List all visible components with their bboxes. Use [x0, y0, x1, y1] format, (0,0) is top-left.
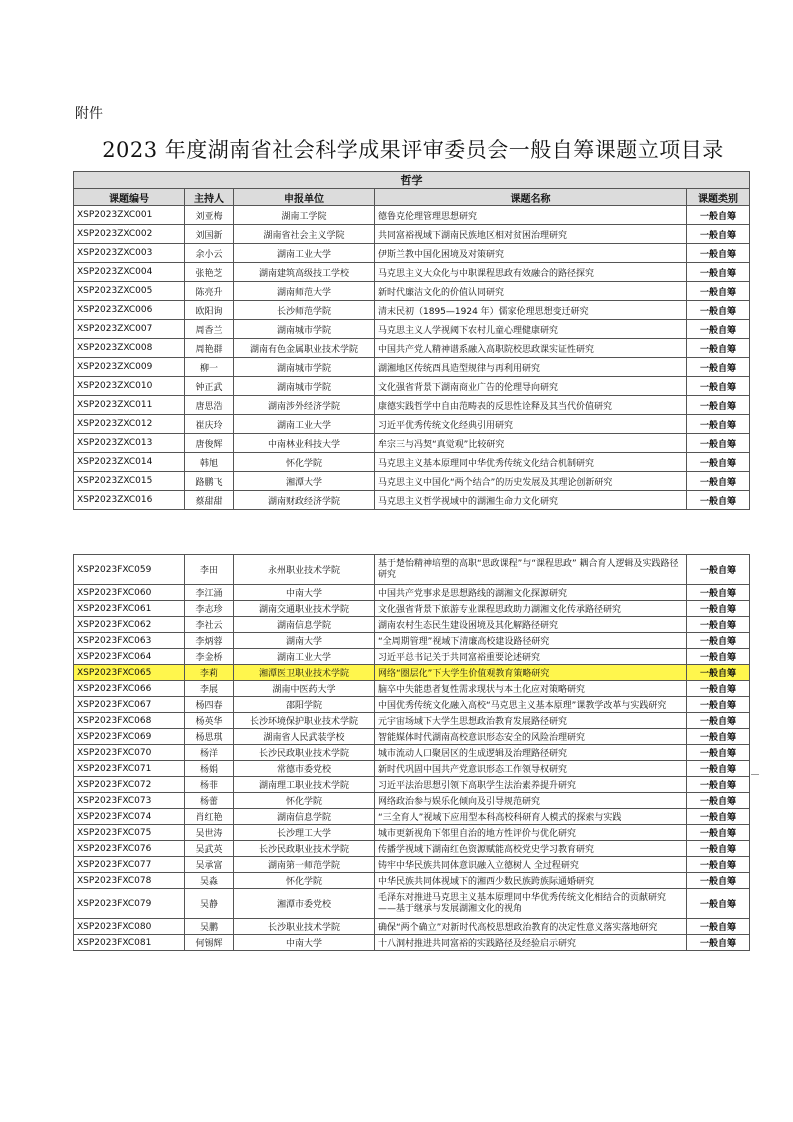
cell-project-name: 马克思主义大众化与中职课程思政有效融合的路径探究 — [375, 263, 687, 282]
table-row — [74, 244, 750, 263]
table-row — [74, 919, 750, 935]
cell-category: 一般自筹 — [687, 491, 750, 510]
cell-unit: 湖南大学 — [234, 633, 375, 649]
cell-project-name: 中国共产党事求是思想路线的湖湘文化探源研究 — [375, 585, 687, 601]
cell-category: 一般自筹 — [687, 225, 750, 244]
document-title: 2023 年度湖南省社会科学成果评审委员会一般自筹课题立项目录 — [102, 138, 724, 162]
cell-host: 吴鹏 — [185, 919, 234, 935]
table-row — [74, 320, 750, 339]
cell-project-name: 文化强省背景下旅游专业课程思政助力湖湘文化传承路径研究 — [375, 601, 687, 617]
cell-host: 李展 — [185, 681, 234, 697]
table-row — [74, 873, 750, 889]
cell-project-name: “全周期管理”视域下清廉高校建设路径研究 — [375, 633, 687, 649]
table-row — [74, 617, 750, 633]
cell-category: 一般自筹 — [687, 649, 750, 665]
cell-project-id: XSP2023ZXC009 — [74, 358, 185, 377]
table-row — [74, 761, 750, 777]
cell-project-id: XSP2023FXC069 — [74, 729, 185, 745]
cell-unit: 湖南城市学院 — [234, 377, 375, 396]
cell-category: 一般自筹 — [687, 745, 750, 761]
cell-host: 张艳芝 — [185, 263, 234, 282]
table-row — [74, 396, 750, 415]
cell-unit: 湖南财政经济学院 — [234, 491, 375, 510]
cell-project-name: 网络政治参与娱乐化倾向及引导规范研究 — [375, 793, 687, 809]
cell-unit: 中南大学 — [234, 935, 375, 951]
cell-host: 柳一 — [185, 358, 234, 377]
cell-project-name: 毛泽东对推进马克思主义基本原理同中华优秀传统文化相结合的贡献研究——基于继承与发展湖湘文化的视角 — [375, 889, 687, 919]
cell-unit: 湖南中医药大学 — [234, 681, 375, 697]
cell-category: 一般自筹 — [687, 617, 750, 633]
cell-unit: 湖南工学院 — [234, 206, 375, 225]
cell-project-name: 城市流动人口聚居区的生成逻辑及治理路径研究 — [375, 745, 687, 761]
cell-host: 李金桥 — [185, 649, 234, 665]
cell-category: 一般自筹 — [687, 713, 750, 729]
cell-category: 一般自筹 — [687, 244, 750, 263]
table-row — [74, 713, 750, 729]
table-row — [74, 377, 750, 396]
cell-project-name: 十八洞村推进共同富裕的实践路径及经验启示研究 — [375, 935, 687, 951]
cell-host: 杨四春 — [185, 697, 234, 713]
cell-project-id: XSP2023FXC064 — [74, 649, 185, 665]
cell-project-name: 德鲁克伦理管理思想研究 — [375, 206, 687, 225]
table-row — [74, 263, 750, 282]
cell-project-name: 马克思主义人学视阈下农村儿童心理健康研究 — [375, 320, 687, 339]
cell-category: 一般自筹 — [687, 857, 750, 873]
table-row — [74, 301, 750, 320]
cell-category: 一般自筹 — [687, 453, 750, 472]
table-row — [74, 434, 750, 453]
table-row — [74, 745, 750, 761]
cell-project-name: 康德实践哲学中自由范畴表的反思性诠释及其当代价值研究 — [375, 396, 687, 415]
cell-unit: 湖南交通职业技术学院 — [234, 601, 375, 617]
cell-category: 一般自筹 — [687, 825, 750, 841]
cell-host: 余小云 — [185, 244, 234, 263]
cell-unit: 长沙职业技术学院 — [234, 919, 375, 935]
cell-host: 何锡辉 — [185, 935, 234, 951]
cell-project-id: XSP2023ZXC003 — [74, 244, 185, 263]
cell-host: 吴静 — [185, 889, 234, 919]
table-row — [74, 793, 750, 809]
table-row — [74, 665, 750, 681]
cell-category: 一般自筹 — [687, 935, 750, 951]
cell-category: 一般自筹 — [687, 472, 750, 491]
cell-category: 一般自筹 — [687, 873, 750, 889]
table-row — [74, 649, 750, 665]
cell-project-name: 湖南农村生态民生建设困境及其化解路径研究 — [375, 617, 687, 633]
cell-project-id: XSP2023FXC081 — [74, 935, 185, 951]
cell-project-id: XSP2023FXC080 — [74, 919, 185, 935]
cell-unit: 湖南城市学院 — [234, 358, 375, 377]
cell-unit: 湖南建筑高级技工学校 — [234, 263, 375, 282]
cell-unit: 怀化学院 — [234, 793, 375, 809]
cell-host: 李莉 — [185, 665, 234, 681]
table-row — [74, 585, 750, 601]
table-row — [74, 225, 750, 244]
cell-category: 一般自筹 — [687, 434, 750, 453]
cell-project-id: XSP2023FXC070 — [74, 745, 185, 761]
cell-project-id: XSP2023ZXC008 — [74, 339, 185, 358]
cell-project-id: XSP2023FXC068 — [74, 713, 185, 729]
cell-unit: 长沙民政职业技术学院 — [234, 841, 375, 857]
cell-project-name: 新时代巩固中国共产党意识形态工作领导权研究 — [375, 761, 687, 777]
cell-category: 一般自筹 — [687, 777, 750, 793]
cell-category: 一般自筹 — [687, 601, 750, 617]
cell-host: 刘亚梅 — [185, 206, 234, 225]
cell-host: 杨菲 — [185, 777, 234, 793]
cell-host: 吴淼 — [185, 873, 234, 889]
header-category: 课题类别 — [687, 189, 750, 206]
cell-unit: 湖南城市学院 — [234, 320, 375, 339]
cell-host: 吴武英 — [185, 841, 234, 857]
cell-project-id: XSP2023FXC073 — [74, 793, 185, 809]
cell-unit: 中南林业科技大学 — [234, 434, 375, 453]
cell-category: 一般自筹 — [687, 301, 750, 320]
cell-project-name: 习近平法治思想引领下高职学生法治素养提升研究 — [375, 777, 687, 793]
cell-project-name: 马克思主义基本原理同中华优秀传统文化结合机制研究 — [375, 453, 687, 472]
table-row — [74, 857, 750, 873]
table-row — [74, 555, 750, 585]
cell-project-name: 脑卒中失能患者复性需求现状与本土化应对策略研究 — [375, 681, 687, 697]
cell-category: 一般自筹 — [687, 263, 750, 282]
header-project-id: 课题编号 — [74, 189, 185, 206]
table-row — [74, 729, 750, 745]
cell-host: 韩旭 — [185, 453, 234, 472]
table-row — [74, 809, 750, 825]
cell-host: 唐思浩 — [185, 396, 234, 415]
table-row — [74, 415, 750, 434]
cell-unit: 湖南涉外经济学院 — [234, 396, 375, 415]
table-row — [74, 206, 750, 225]
cell-project-id: XSP2023ZXC004 — [74, 263, 185, 282]
cell-project-id: XSP2023FXC063 — [74, 633, 185, 649]
cell-host: 杨洋 — [185, 745, 234, 761]
table-row — [74, 472, 750, 491]
cell-category: 一般自筹 — [687, 282, 750, 301]
cell-host: 李江涌 — [185, 585, 234, 601]
cell-project-name: 清末民初（1895—1924 年）儒家伦理思想变迁研究 — [375, 301, 687, 320]
table-row — [74, 339, 750, 358]
continued-projects-table — [73, 554, 750, 951]
table-row — [74, 282, 750, 301]
cell-project-id: XSP2023ZXC006 — [74, 301, 185, 320]
cell-unit: 常德市委党校 — [234, 761, 375, 777]
cell-category: 一般自筹 — [687, 585, 750, 601]
cell-project-name: 习近平优秀传统文化经典引用研究 — [375, 415, 687, 434]
cell-project-id: XSP2023FXC076 — [74, 841, 185, 857]
cell-host: 杨思琪 — [185, 729, 234, 745]
cell-host: 吴世涛 — [185, 825, 234, 841]
cell-host: 肖红艳 — [185, 809, 234, 825]
cell-project-id: XSP2023FXC061 — [74, 601, 185, 617]
cell-project-name: 基于楚怡精神培塑的高职“思政课程”与“课程思政” 耦合育人逻辑及实践路径研究 — [375, 555, 687, 585]
cell-project-name: 马克思主义哲学视域中的湖湘生命力文化研究 — [375, 491, 687, 510]
cell-unit: 长沙理工大学 — [234, 825, 375, 841]
cell-unit: 湖南第一师范学院 — [234, 857, 375, 873]
cell-project-id: XSP2023FXC077 — [74, 857, 185, 873]
cell-unit: 长沙师范学院 — [234, 301, 375, 320]
attachment-label: 附件 — [75, 106, 103, 122]
cell-category: 一般自筹 — [687, 555, 750, 585]
cell-project-name: 智能媒体时代湖南高校意识形态安全的风险治理研究 — [375, 729, 687, 745]
cell-host: 李田 — [185, 555, 234, 585]
cell-category: 一般自筹 — [687, 681, 750, 697]
cell-project-id: XSP2023ZXC001 — [74, 206, 185, 225]
cell-project-id: XSP2023FXC071 — [74, 761, 185, 777]
header-project-name: 课题名称 — [375, 189, 687, 206]
cell-host: 李志珍 — [185, 601, 234, 617]
cell-project-id: XSP2023FXC059 — [74, 555, 185, 585]
cell-host: 周艳群 — [185, 339, 234, 358]
cell-category: 一般自筹 — [687, 793, 750, 809]
cell-host: 杨蕾 — [185, 793, 234, 809]
cell-category: 一般自筹 — [687, 396, 750, 415]
cell-project-name: 城市更新视角下邻里自治的地方性评价与优化研究 — [375, 825, 687, 841]
cell-project-id: XSP2023ZXC014 — [74, 453, 185, 472]
cell-unit: 永州职业技术学院 — [234, 555, 375, 585]
cell-project-id: XSP2023FXC060 — [74, 585, 185, 601]
table-header-row — [74, 189, 750, 206]
cell-category: 一般自筹 — [687, 377, 750, 396]
cell-project-name: 湖湘地区传统酉具造型规律与再利用研究 — [375, 358, 687, 377]
table-row — [74, 358, 750, 377]
table-row — [74, 889, 750, 919]
cell-project-name: 传播学视域下湖南红色资源赋能高校党史学习教育研究 — [375, 841, 687, 857]
cell-host: 吴承富 — [185, 857, 234, 873]
cell-category: 一般自筹 — [687, 320, 750, 339]
cell-unit: 湘潭大学 — [234, 472, 375, 491]
table-row — [74, 935, 750, 951]
cell-unit: 湖南工业大学 — [234, 415, 375, 434]
section-title: 哲学 — [74, 172, 750, 189]
cell-project-name: 网络“圈层化”下大学生价值观教育策略研究 — [375, 665, 687, 681]
table-row — [74, 633, 750, 649]
cell-unit: 湖南工业大学 — [234, 244, 375, 263]
cell-category: 一般自筹 — [687, 665, 750, 681]
cell-project-id: XSP2023ZXC012 — [74, 415, 185, 434]
cell-unit: 湖南有色金属职业技术学院 — [234, 339, 375, 358]
cell-project-id: XSP2023FXC066 — [74, 681, 185, 697]
cell-host: 唐俊辉 — [185, 434, 234, 453]
cell-project-id: XSP2023FXC074 — [74, 809, 185, 825]
cell-project-id: XSP2023ZXC013 — [74, 434, 185, 453]
cell-unit: 长沙民政职业技术学院 — [234, 745, 375, 761]
cell-project-id: XSP2023ZXC002 — [74, 225, 185, 244]
cell-project-name: 新时代廉洁文化的价值认同研究 — [375, 282, 687, 301]
cell-category: 一般自筹 — [687, 339, 750, 358]
cell-unit: 湖南省人民武装学校 — [234, 729, 375, 745]
cell-project-name: 伊斯兰教中国化困境及对策研究 — [375, 244, 687, 263]
cell-category: 一般自筹 — [687, 358, 750, 377]
cell-unit: 湘潭医卫职业技术学院 — [234, 665, 375, 681]
cell-project-id: XSP2023ZXC010 — [74, 377, 185, 396]
cell-unit: 湖南师范大学 — [234, 282, 375, 301]
table-row — [74, 841, 750, 857]
table-row — [74, 453, 750, 472]
cell-project-id: XSP2023FXC065 — [74, 665, 185, 681]
cell-unit: 长沙环境保护职业技术学院 — [234, 713, 375, 729]
cell-project-name: 文化强省背景下湖南商业广告的伦理导向研究 — [375, 377, 687, 396]
cell-unit: 湘潭市委党校 — [234, 889, 375, 919]
cell-host: 刘国新 — [185, 225, 234, 244]
cell-project-id: XSP2023FXC067 — [74, 697, 185, 713]
cell-project-name: 铸牢中华民族共同体意识融入立德树人 全过程研究 — [375, 857, 687, 873]
header-host: 主持人 — [185, 189, 234, 206]
cell-category: 一般自筹 — [687, 729, 750, 745]
cell-unit: 邵阳学院 — [234, 697, 375, 713]
cell-unit: 湖南信息学院 — [234, 617, 375, 633]
table-row — [74, 777, 750, 793]
table-row — [74, 697, 750, 713]
table-row — [74, 825, 750, 841]
cell-category: 一般自筹 — [687, 889, 750, 919]
cell-host: 杨娟 — [185, 761, 234, 777]
cell-category: 一般自筹 — [687, 841, 750, 857]
cell-project-id: XSP2023ZXC005 — [74, 282, 185, 301]
cell-project-id: XSP2023ZXC011 — [74, 396, 185, 415]
cell-project-id: XSP2023FXC062 — [74, 617, 185, 633]
cell-category: 一般自筹 — [687, 761, 750, 777]
cell-host: 蔡甜甜 — [185, 491, 234, 510]
cell-project-name: 元宇宙场域下大学生思想政治教育发展路径研究 — [375, 713, 687, 729]
cell-host: 路鹏飞 — [185, 472, 234, 491]
cell-project-name: 中国共产党人精神谱系融入高职院校思政课实证性研究 — [375, 339, 687, 358]
cell-project-name: 马克思主义中国化“两个结合”的历史发展及其理论创新研究 — [375, 472, 687, 491]
header-unit: 申报单位 — [234, 189, 375, 206]
cell-unit: 湖南工业大学 — [234, 649, 375, 665]
cell-category: 一般自筹 — [687, 633, 750, 649]
cell-category: 一般自筹 — [687, 206, 750, 225]
cell-project-name: 习近平总书记关于共同富裕重要论述研究 — [375, 649, 687, 665]
cell-host: 周香兰 — [185, 320, 234, 339]
cell-project-id: XSP2023ZXC015 — [74, 472, 185, 491]
cell-host: 陈亮升 — [185, 282, 234, 301]
cell-unit: 怀化学院 — [234, 453, 375, 472]
cell-unit: 湖南理工职业技术学院 — [234, 777, 375, 793]
cell-project-name: 牟宗三与冯契“真觉观”比较研究 — [375, 434, 687, 453]
cell-project-id: XSP2023ZXC016 — [74, 491, 185, 510]
cell-project-id: XSP2023ZXC007 — [74, 320, 185, 339]
cell-project-id: XSP2023FXC078 — [74, 873, 185, 889]
cell-project-name: 共同富裕视域下湖南民族地区相对贫困治理研究 — [375, 225, 687, 244]
cell-host: 杨英华 — [185, 713, 234, 729]
margin-mark — [751, 774, 759, 775]
table-row — [74, 601, 750, 617]
table-row — [74, 491, 750, 510]
table-row — [74, 681, 750, 697]
cell-host: 钟正武 — [185, 377, 234, 396]
cell-category: 一般自筹 — [687, 415, 750, 434]
cell-project-name: 确保“两个确立”对新时代高校思想政治教育的决定性意义落实落地研究 — [375, 919, 687, 935]
cell-category: 一般自筹 — [687, 697, 750, 713]
cell-project-name: 中国优秀传统文化融入高校“马克思主义基本原理”课教学改革与实践研究 — [375, 697, 687, 713]
cell-project-name: “三全育人”视域下应用型本科高校科研育人模式的探索与实践 — [375, 809, 687, 825]
cell-project-id: XSP2023FXC072 — [74, 777, 185, 793]
cell-project-name: 中华民族共同体视域下的湘西少数民族跨族际通婚研究 — [375, 873, 687, 889]
cell-unit: 湖南信息学院 — [234, 809, 375, 825]
cell-unit: 怀化学院 — [234, 873, 375, 889]
cell-host: 李社云 — [185, 617, 234, 633]
cell-category: 一般自筹 — [687, 809, 750, 825]
cell-project-id: XSP2023FXC079 — [74, 889, 185, 919]
cell-host: 欧阳询 — [185, 301, 234, 320]
cell-host: 李炳蓉 — [185, 633, 234, 649]
cell-unit: 中南大学 — [234, 585, 375, 601]
cell-host: 崔庆玲 — [185, 415, 234, 434]
cell-unit: 湖南省社会主义学院 — [234, 225, 375, 244]
philosophy-projects-table — [73, 171, 750, 510]
cell-category: 一般自筹 — [687, 919, 750, 935]
cell-project-id: XSP2023FXC075 — [74, 825, 185, 841]
